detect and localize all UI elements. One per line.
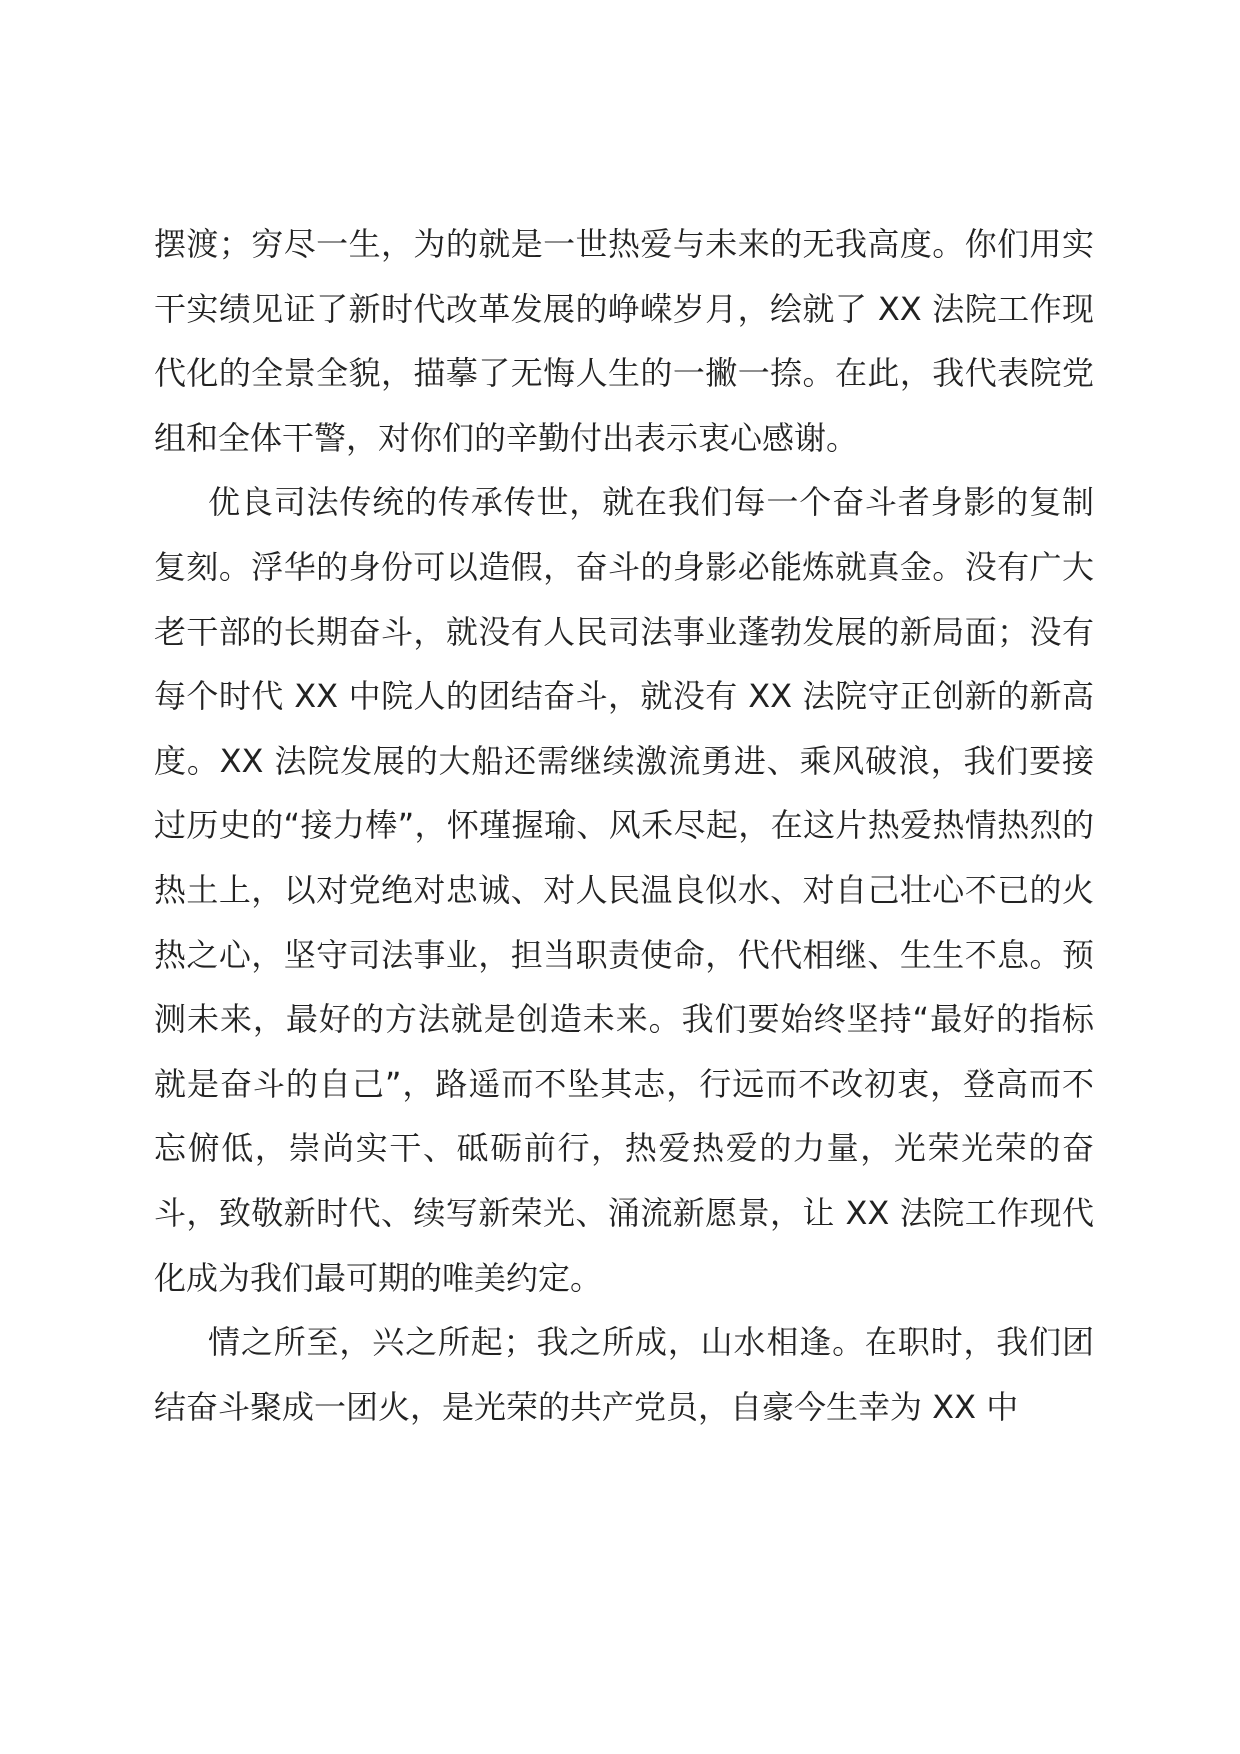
- paragraph-2: 优良司法传统的传承传世，就在我们每一个奋斗者身影的复制复刻。浮华的身份可以造假，奋斗的身影必能炼就真金。没有广大老干部的长期奋斗，就没有人民司法事业蓬勃发展的新局面；没有每个时代 XX 中院人的团结奋斗，就没有 XX 法院守正创新的新高度。XX 法院发展的大船还需继续激流勇进、乘风破浪，我们要接过历史的“接力棒”，怀瑾握瑜、风禾尽起，在这片热爱热情热烈的热土上，以对党绝对忠诚、对人民温良似水、对自己壮心不已的火热之心，坚守司法事业，担当职责使命，代代相继、生生不息。预测未来，最好的方法就是创造未来。我们要始终坚持“最好的指标就是奋斗的自己”，路遥而不坠其志，行远而不改初衷，登高而不忘俯低，崇尚实干、砥砺前行，热爱热爱的力量，光荣光荣的奋斗，致敬新时代、续写新荣光、涌流新愿景，让 XX 法院工作现代化成为我们最可期的唯美约定。: [154, 483, 1094, 1297]
- paragraph-3: 情之所至，兴之所起；我之所成，山水相逢。在职时，我们团结奋斗聚成一团火，是光荣的共产党员，自豪今生幸为 XX 中: [154, 1323, 1094, 1426]
- paragraph-1: 摆渡；穷尽一生，为的就是一世热爱与未来的无我高度。你们用实干实绩见证了新时代改革发展的峥嵘岁月，绘就了 XX 法院工作现代化的全景全貌，描摹了无悔人生的一撇一捺。在此，我代表院党组和全体干警，对你们的辛勤付出表示衷心感谢。: [154, 225, 1094, 457]
- document-body: [154, 212, 1094, 1439]
